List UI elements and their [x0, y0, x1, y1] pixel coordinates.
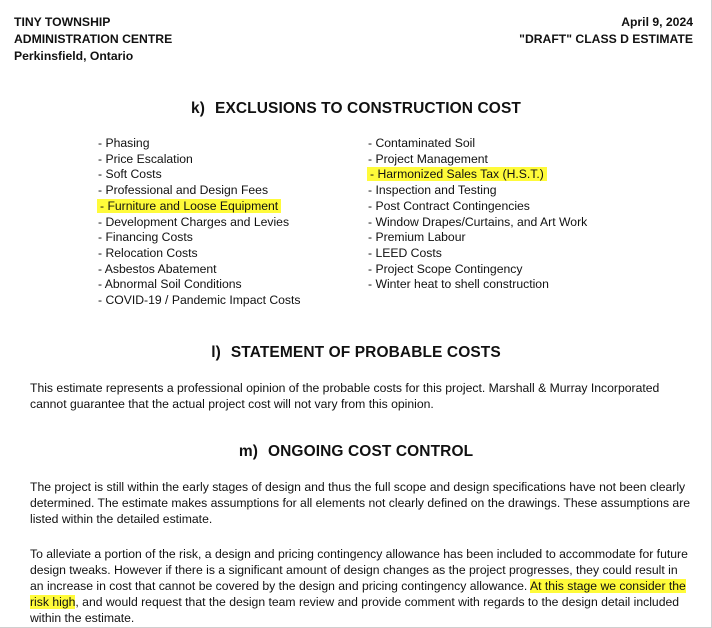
section-code: m)	[238, 443, 258, 460]
list-item: - Financing Costs	[98, 230, 193, 245]
highlight-mark: - Furniture and Loose Equipment	[97, 199, 281, 213]
list-item: - Window Drapes/Curtains, and Art Work	[368, 214, 588, 229]
section-title-text: EXCLUSIONS TO CONSTRUCTION COST	[215, 100, 521, 117]
header-org: TINY TOWNSHIP	[14, 15, 111, 29]
header-estimate-class: "DRAFT" CLASS D ESTIMATE	[519, 32, 693, 46]
list-item: - Abnormal Soil Conditions	[98, 277, 242, 292]
cost-control-paragraph-1: The project is still within the early stages of design and thus the full scope and design specifications have not been clearly determined. The estimate makes assumptions for all elements not clearly defined on the drawings. These assumptions are listed within the detailed estimate.	[30, 480, 691, 526]
header-right	[519, 14, 693, 48]
list-item-highlighted	[98, 199, 301, 215]
paragraph-text: , and would request that the design team review and provide comment with regards to the design detail included within the estimate.	[30, 595, 680, 625]
list-item: - Asbestos Abatement	[98, 261, 217, 276]
probable-costs-paragraph: This estimate represents a professional opinion of the probable costs for this project. Marshall & Murray Incorporated cannot guarantee that the actual project cost will not vary from this opinion.	[30, 381, 660, 411]
list-item: - Winter heat to shell construction	[368, 277, 549, 292]
list-item: - Project Management	[368, 151, 488, 166]
header-left	[14, 14, 172, 65]
section-code: l)	[211, 344, 221, 361]
list-item: - Project Scope Contingency	[368, 261, 523, 276]
list-item: - Post Contract Contingencies	[368, 198, 530, 213]
header-date: April 9, 2024	[621, 15, 693, 29]
cost-control-paragraph-2	[30, 546, 694, 626]
list-item: - Relocation Costs	[98, 245, 198, 260]
section-title-exclusions	[0, 100, 712, 118]
exclusions-list-right	[368, 136, 587, 293]
exclusions-list-left	[98, 136, 301, 309]
header-location: Perkinsfield, Ontario	[14, 49, 134, 63]
list-item: - LEED Costs	[368, 245, 442, 260]
header-building: ADMINISTRATION CENTRE	[14, 32, 173, 46]
list-item: - Price Escalation	[98, 151, 193, 166]
list-item: - Contaminated Soil	[368, 136, 476, 150]
list-item: - Phasing	[98, 136, 150, 150]
list-item: - Professional and Design Fees	[98, 183, 269, 198]
section-title-cost-control	[0, 443, 712, 461]
section-title-probable-costs	[0, 344, 712, 362]
section-code: k)	[191, 100, 206, 117]
paragraph-text: To alleviate a portion of the risk, a design and pricing contingency allowance has been included to accommodate for future design tweaks. However if there is a significant amount of design changes as the project progresses, they could result in an increase in cost that cannot be covered by the design and pricing contingency allowance.	[30, 547, 688, 593]
list-item: - COVID-19 / Pandemic Impact Costs	[98, 293, 301, 308]
list-item: - Soft Costs	[98, 167, 162, 182]
list-item: - Premium Labour	[368, 230, 466, 245]
section-title-text: STATEMENT OF PROBABLE COSTS	[230, 344, 501, 361]
highlight-mark: At this stage we consider the risk high	[30, 579, 686, 609]
list-item-highlighted	[368, 167, 587, 183]
highlight-mark: - Harmonized Sales Tax (H.S.T.)	[367, 167, 547, 181]
list-item: - Development Charges and Levies	[98, 214, 290, 229]
list-item: - Inspection and Testing	[368, 183, 497, 198]
section-title-text: ONGOING COST CONTROL	[267, 443, 474, 460]
